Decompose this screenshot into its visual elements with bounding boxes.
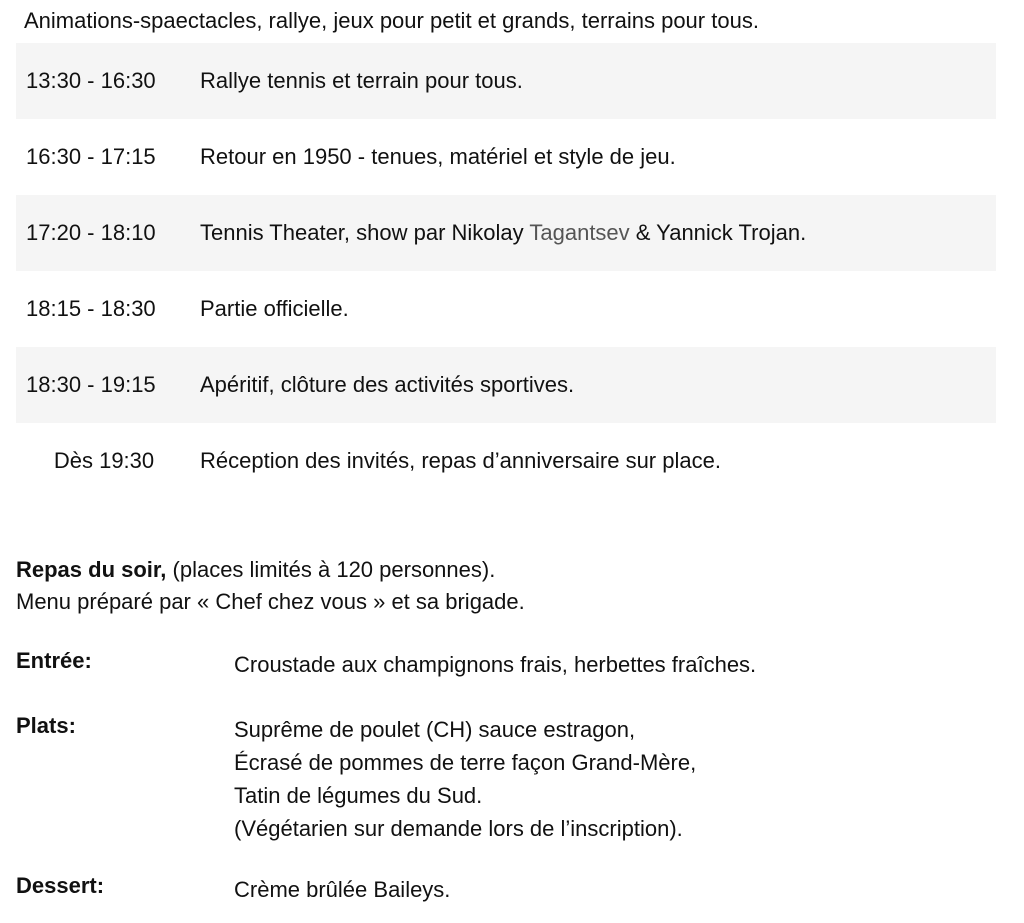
menu-item: Suprême de poulet (CH) sauce estragon, — [234, 717, 636, 742]
dinner-heading — [16, 554, 525, 586]
menu-items — [234, 713, 696, 845]
intro-text: Animations-spaectacles, rallye, jeux pour petit et grands, terrains pour tous. — [24, 8, 759, 33]
schedule-time: 18:30 - 19:15 — [26, 372, 156, 397]
schedule-description: Rallye tennis et terrain pour tous. — [200, 68, 523, 93]
performer-name: Tagantsev — [529, 220, 630, 245]
schedule-description: Retour en 1950 - tenues, matériel et style de jeu. — [200, 144, 676, 169]
dinner-capacity-note: (places limités à 120 personnes). — [166, 557, 496, 582]
schedule-time: 18:15 - 18:30 — [26, 296, 156, 321]
menu-item: Tatin de légumes du Sud. — [234, 783, 483, 808]
dinner-subtitle: Menu préparé par « Chef chez vous » et sa brigade. — [16, 589, 525, 614]
schedule-time: 17:20 - 18:10 — [26, 220, 156, 245]
schedule-time: 13:30 - 16:30 — [26, 68, 156, 93]
schedule-row — [16, 271, 996, 347]
schedule-time: 16:30 - 17:15 — [26, 144, 156, 169]
menu-item: Écrasé de pommes de terre façon Grand-Mère, — [234, 750, 697, 775]
schedule-description-part: Tennis Theater, show par Nikolay — [200, 220, 530, 245]
dinner-section — [16, 554, 525, 618]
menu-item: Croustade aux champignons frais, herbettes fraîches. — [234, 652, 757, 677]
schedule-description — [200, 220, 806, 246]
schedule-description-part: & Yannick Trojan. — [629, 220, 807, 245]
menu-item: Crème brûlée Baileys. — [234, 877, 451, 902]
menu-items — [234, 648, 756, 681]
menu-label: Plats: — [16, 713, 76, 738]
schedule-row — [16, 347, 996, 423]
schedule-row — [16, 423, 996, 499]
schedule-time: Dès 19:30 — [53, 448, 155, 473]
schedule-row — [16, 43, 996, 119]
schedule-description: Partie officielle. — [200, 296, 349, 321]
schedule-description: Réception des invités, repas d’anniversaire sur place. — [200, 448, 721, 473]
menu-label: Entrée: — [16, 648, 92, 673]
schedule-description: Apéritif, clôture des activités sportives. — [200, 372, 575, 397]
menu-label: Dessert: — [16, 873, 105, 898]
schedule-row — [16, 195, 996, 271]
menu-items — [234, 873, 450, 906]
schedule-row — [16, 119, 996, 195]
schedule-table — [16, 43, 996, 499]
dinner-title: Repas du soir, — [16, 557, 167, 582]
menu-item: (Végétarien sur demande lors de l’inscription). — [234, 816, 683, 841]
